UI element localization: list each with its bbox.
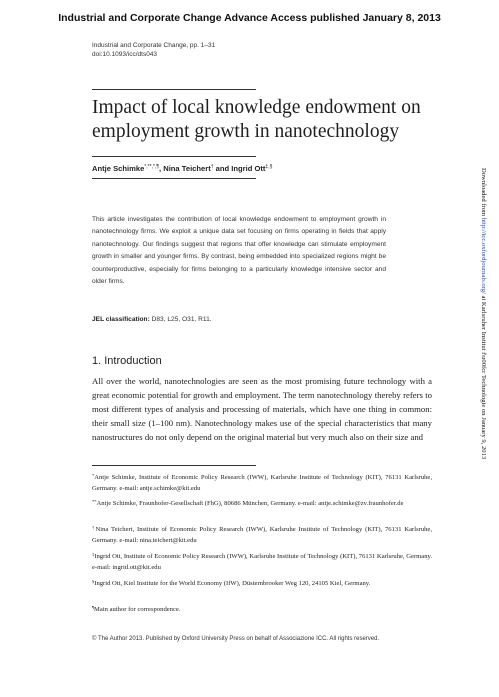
authors-rule [92, 178, 256, 179]
journal-citation-block [92, 42, 215, 59]
footnote-mark: † [92, 525, 96, 530]
footnote-mark: ‡ [92, 552, 95, 557]
footnote: ‡Ingrid Ott, Institute of Economic Policy Research (IWW), Karlsruhe Institute of Technology (KIT), 76131 Karlsruhe, Germany. e-mail: ingrid.ott@kit.edu [92, 552, 433, 571]
footnote-mark: * [92, 473, 95, 478]
copyright-notice: © The Author 2013. Published by Oxford University Press on behalf of Associazione ICC. All rights reserved. [92, 636, 380, 642]
title-bottom-rule [92, 156, 256, 157]
footnote: §Ingrid Ott, Kiel Institute for the World Economy (IfW), Düsternbrooker Weg 120, 24105 Kiel, Germany. [92, 579, 371, 587]
footnote-mark: ¶ [92, 605, 95, 610]
author-affiliation-marks: ‡,§ [265, 164, 273, 170]
download-watermark: Downloaded from http://icc.oxfordjournals.org/ at Karlsruher Institut f\u00fcr Technologie on January 9, 2013 [480, 168, 487, 460]
author-name: Antje Schimke [92, 164, 145, 173]
footnote: ¶Main author for correspondence. [92, 605, 181, 613]
footnote-mark: ** [92, 499, 97, 504]
jel-classification [92, 316, 212, 323]
advance-access-banner: Industrial and Corporate Change Advance Access published January 8, 2013 [58, 12, 441, 24]
footnote: **Antje Schimke, Fraunhofer-Gesellschaft (FhG), 80686 München, Germany. e-mail: antje.schimke@zv.fraunhofer.de [92, 499, 404, 507]
footnote: *Antje Schimke, Institute of Economic Policy Research (IWW), Karlsruhe Institute of Technology (KIT), 76131 Karlsruhe, Germany. e-mail: antje.schimke@kit.edu [92, 473, 432, 492]
doi: doi:10.1093/icc/dts043 [92, 50, 158, 58]
author-name: and Ingrid Ott [213, 164, 266, 173]
jel-label: JEL classification: [92, 316, 150, 323]
author-name: , Nina Teichert [158, 164, 211, 173]
journal-link[interactable]: http://icc.oxfordjournals.org/ [480, 217, 487, 294]
section-heading: 1. Introduction [92, 355, 162, 367]
jel-codes: D83, L25, O31, R11. [149, 316, 212, 323]
section-body-text: All over the world, nanotechnologies are seen as the most promising future technology with a great economic potential for growth and employment. The term nanotechnology thereby refers to most different types of analysis and processing of materials, which have one thing in common: their small size (1–100 nm). Nanotechnology makes use of the special characteristics that many nanostructures do not only depend on the original material but very much also on their size and [92, 376, 432, 442]
author-affiliation-marks: *,**,*,¶ [144, 164, 159, 170]
author-affiliation-marks: † [210, 164, 214, 170]
footnote-mark: § [92, 579, 95, 584]
footnote-rule [92, 465, 256, 466]
journal-citation: Industrial and Corporate Change, pp. 1–31 [92, 42, 216, 49]
author-line [92, 164, 272, 173]
article-title: Impact of local knowledge endowment on employment growth in nanotechnology [92, 97, 421, 142]
footnote: †Nina Teichert, Institute of Economic Policy Research (IWW), Karlsruhe Institute of Technology (KIT), 76131 Karlsruhe, Germany. e-mail: nina.teichert@kit.edu [92, 525, 433, 544]
title-top-rule [92, 89, 256, 90]
abstract: This article investigates the contribution of local knowledge endowment to employment growth in nanotechnology firms. We exploit a unique data set focusing on firms operating in fields that apply nanotechnology. Our findings suggest that regions that offer knowledge can stimulate employment growth in smaller and younger firms. By contrast, being embedded into specialized regions might be counterproductive, especially for firms belonging to a particularly knowledge intensive sector and older firms. [92, 216, 386, 286]
